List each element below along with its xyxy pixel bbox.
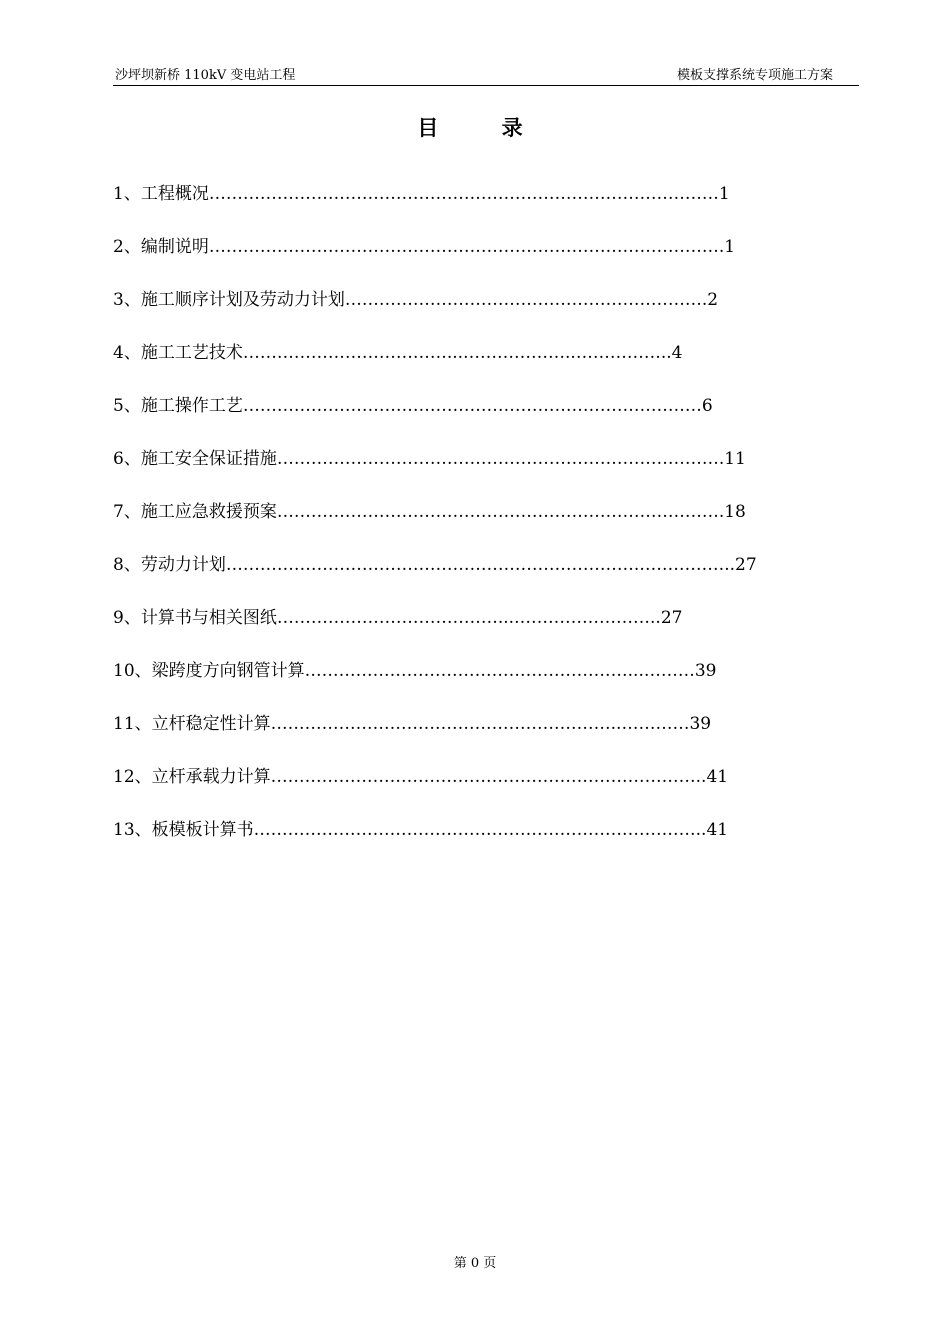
toc-entry-7[interactable]: 7、施工应急救援预案…………………………………………………………………….18: [113, 502, 746, 522]
toc-entry-12[interactable]: 12、立杆承载力计算…………………………………………………………………..41: [113, 767, 729, 787]
toc-entry-5[interactable]: 5、施工操作工艺………………………………………………………………………6: [113, 396, 713, 416]
page-number: 第 0 页: [453, 1256, 497, 1271]
header-document-title: 模板支撑系统专项施工方案: [676, 68, 833, 83]
toc-entry-9[interactable]: 9、计算书与相关图纸…………………………………...……………………..27: [113, 608, 683, 628]
toc-entry-4[interactable]: 4、施工工艺技术………………………………...………………..……………..4: [113, 343, 683, 363]
page-header: [113, 68, 859, 86]
toc-entry-6[interactable]: 6、施工安全保证措施…………………………………………………………………….11: [113, 449, 746, 469]
toc-entry-1[interactable]: 1、工程概况………………………………………………………………………………1: [113, 184, 730, 204]
toc-entry-11[interactable]: 11、立杆稳定性计算……………………………………………………..…………39: [113, 714, 712, 734]
toc-title: 目 录: [417, 115, 551, 140]
toc-entry-10[interactable]: 10、梁跨度方向钢管计算…………………………………………………...………39: [113, 661, 717, 681]
toc-entry-3[interactable]: 3、施工顺序计划及劳动力计划……………………………………………………….2: [113, 290, 719, 310]
toc-entry-8[interactable]: 8、劳动力计划……………………………………………………………….……………..27: [113, 555, 757, 575]
toc-entry-2[interactable]: 2、编制说明……………………………………………………………………………….1: [113, 237, 736, 257]
header-project-name: 沙坪坝新桥 110kV 变电站工程: [115, 68, 296, 83]
toc-entry-13[interactable]: 13、板模板计算书……………………………………………………………………..41: [113, 820, 729, 840]
